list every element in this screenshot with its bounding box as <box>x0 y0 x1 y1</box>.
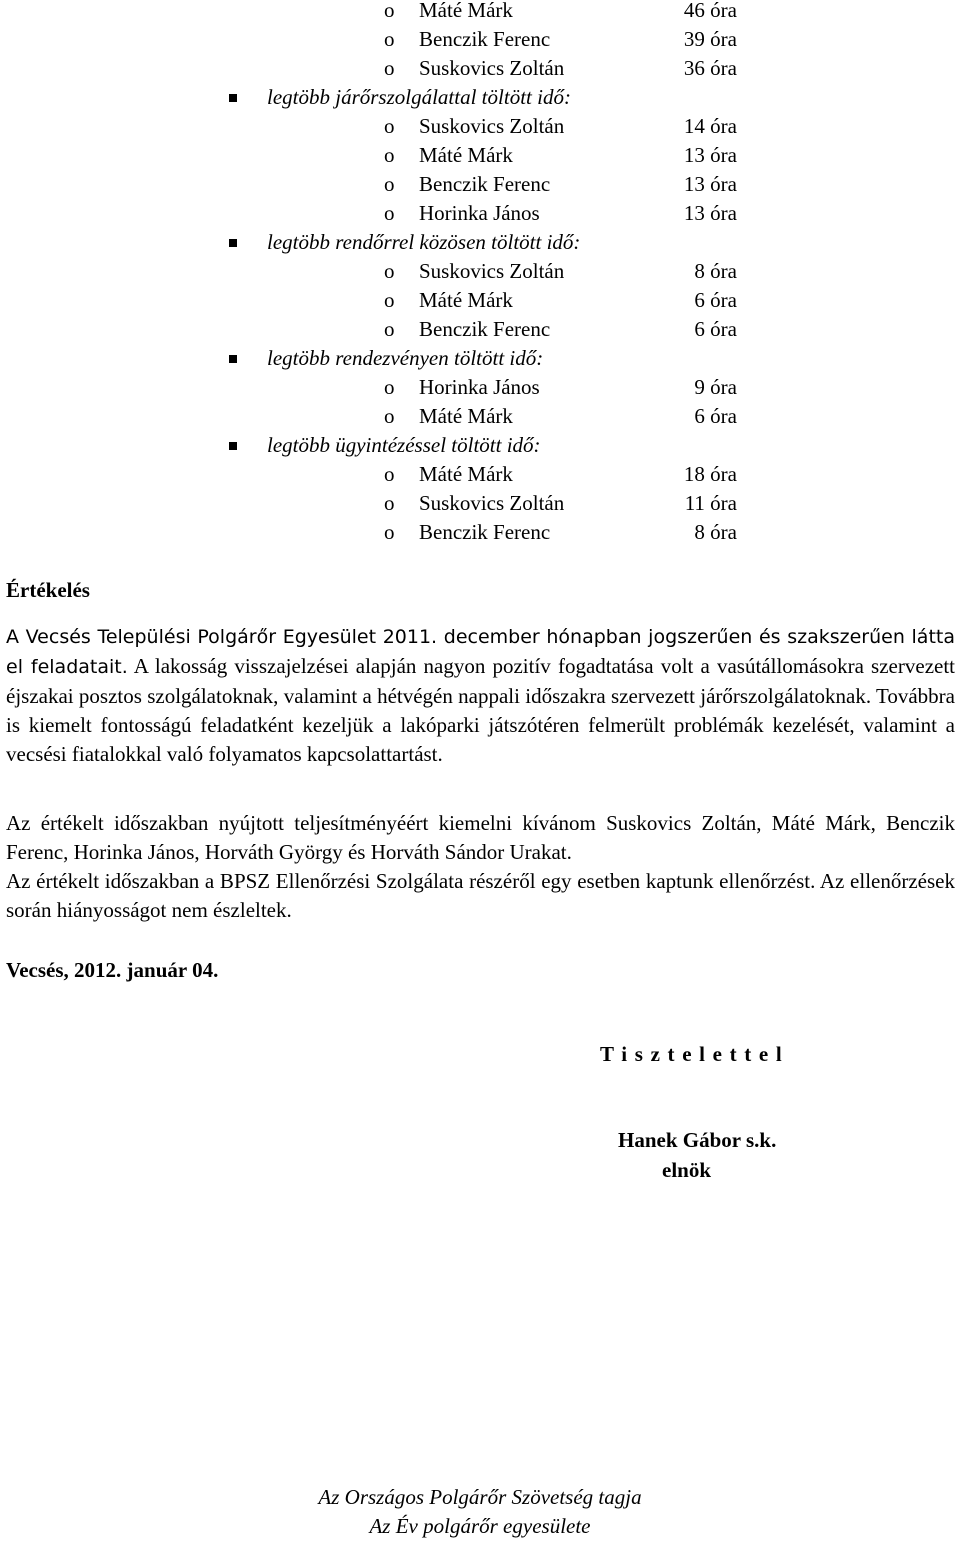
bullet-icon: o <box>384 317 395 341</box>
member-hours: 11 óra <box>684 491 737 515</box>
place-date: Vecsés, 2012. január 04. <box>6 958 219 982</box>
member-hours: 36 óra <box>683 56 737 80</box>
member-name: Benczik Ferenc <box>419 520 551 544</box>
member-name: Benczik Ferenc <box>419 317 551 341</box>
member-hours: 6 óra <box>694 317 737 341</box>
member-hours: 8 óra <box>694 520 737 544</box>
member-hours: 8 óra <box>694 259 737 283</box>
member-name: Suskovics Zoltán <box>419 56 565 80</box>
member-name: Suskovics Zoltán <box>419 114 565 138</box>
member-name: Horinka János <box>419 201 540 225</box>
bullet-icon: o <box>384 143 395 167</box>
member-hours: 39 óra <box>683 27 737 51</box>
evaluation-paragraph-1 <box>6 622 955 769</box>
square-bullet-icon <box>229 355 237 363</box>
member-hours: 14 óra <box>683 114 737 138</box>
category-label: legtöbb rendezvényen töltött idő: <box>267 346 544 370</box>
member-hours: 46 óra <box>683 0 737 22</box>
bullet-icon: o <box>384 288 395 312</box>
square-bullet-icon <box>229 442 237 450</box>
member-name: Máté Márk <box>419 143 513 167</box>
member-name: Máté Márk <box>419 288 513 312</box>
footer-membership: Az Országos Polgárőr Szövetség tagja <box>318 1485 642 1509</box>
bullet-icon: o <box>384 56 395 80</box>
bullet-icon: o <box>384 375 395 399</box>
category-label: legtöbb ügyintézéssel töltött idő: <box>267 433 541 457</box>
bullet-icon: o <box>384 201 395 225</box>
member-hours: 6 óra <box>694 404 737 428</box>
bullet-icon: o <box>384 520 395 544</box>
member-name: Benczik Ferenc <box>419 172 551 196</box>
evaluation-paragraph-2: Az értékelt időszakban nyújtott teljesítményéért kiemelni kívánom Suskovics Zoltán, Máté Márk, Benczik Ferenc, Horinka János, Horváth György és Horváth Sándor Urakat. <box>6 811 955 864</box>
signer-name: Hanek Gábor s.k. <box>618 1128 777 1152</box>
member-hours: 13 óra <box>683 201 737 225</box>
bullet-icon: o <box>384 259 395 283</box>
section-heading: Értékelés <box>6 578 90 602</box>
bullet-icon: o <box>384 114 395 138</box>
member-name: Benczik Ferenc <box>419 27 551 51</box>
member-hours: 9 óra <box>694 375 737 399</box>
category-label: legtöbb rendőrrel közösen töltött idő: <box>267 230 581 254</box>
signer-title: elnök <box>662 1158 712 1182</box>
member-name: Máté Márk <box>419 0 513 22</box>
square-bullet-icon <box>229 94 237 102</box>
bullet-icon: o <box>384 172 395 196</box>
bullet-icon: o <box>384 0 395 22</box>
member-name: Máté Márk <box>419 462 513 486</box>
member-hours: 18 óra <box>683 462 737 486</box>
footer-award: Az Év polgárőr egyesülete <box>369 1514 591 1538</box>
evaluation-paragraph-1-rest: A lakosság visszajelzései alapján nagyon pozitív fogadtatása volt a vasútállomásokra szervezett éjszakai posztos szolgálatoknak, valamint a hétvégén nappali időszakra szervezett járőrszolgálatoknak. Továbbra is kiemelt fontosságú feladatként kezeljük a lakóparki játszótéren felmerült problémák kezelését, valamint a vecsési fiatalokkal való folyamatos kapcsolattartást. <box>6 654 955 766</box>
member-hours: 13 óra <box>683 172 737 196</box>
member-name: Suskovics Zoltán <box>419 491 565 515</box>
member-hours: 13 óra <box>683 143 737 167</box>
member-name: Máté Márk <box>419 404 513 428</box>
bullet-icon: o <box>384 27 395 51</box>
bullet-icon: o <box>384 404 395 428</box>
square-bullet-icon <box>229 239 237 247</box>
closing-salutation: T i s z t e l e t t e l <box>600 1042 783 1066</box>
member-name: Horinka János <box>419 375 540 399</box>
bullet-icon: o <box>384 462 395 486</box>
member-hours: 6 óra <box>694 288 737 312</box>
member-name: Suskovics Zoltán <box>419 259 565 283</box>
bullet-icon: o <box>384 491 395 515</box>
evaluation-paragraph-3: Az értékelt időszakban a BPSZ Ellenőrzési Szolgálata részéről egy esetben kaptunk ellenőrzést. Az ellenőrzések során hiányosságot nem észleltek. <box>6 869 955 922</box>
evaluation-paragraph-1-start: A Vecsés Települési Polgárőr Egyesület 2011. december hónapban jogszerűen és szakszerűen látta el feladatait. <box>6 626 955 678</box>
category-label: legtöbb járőrszolgálattal töltött idő: <box>267 85 571 109</box>
